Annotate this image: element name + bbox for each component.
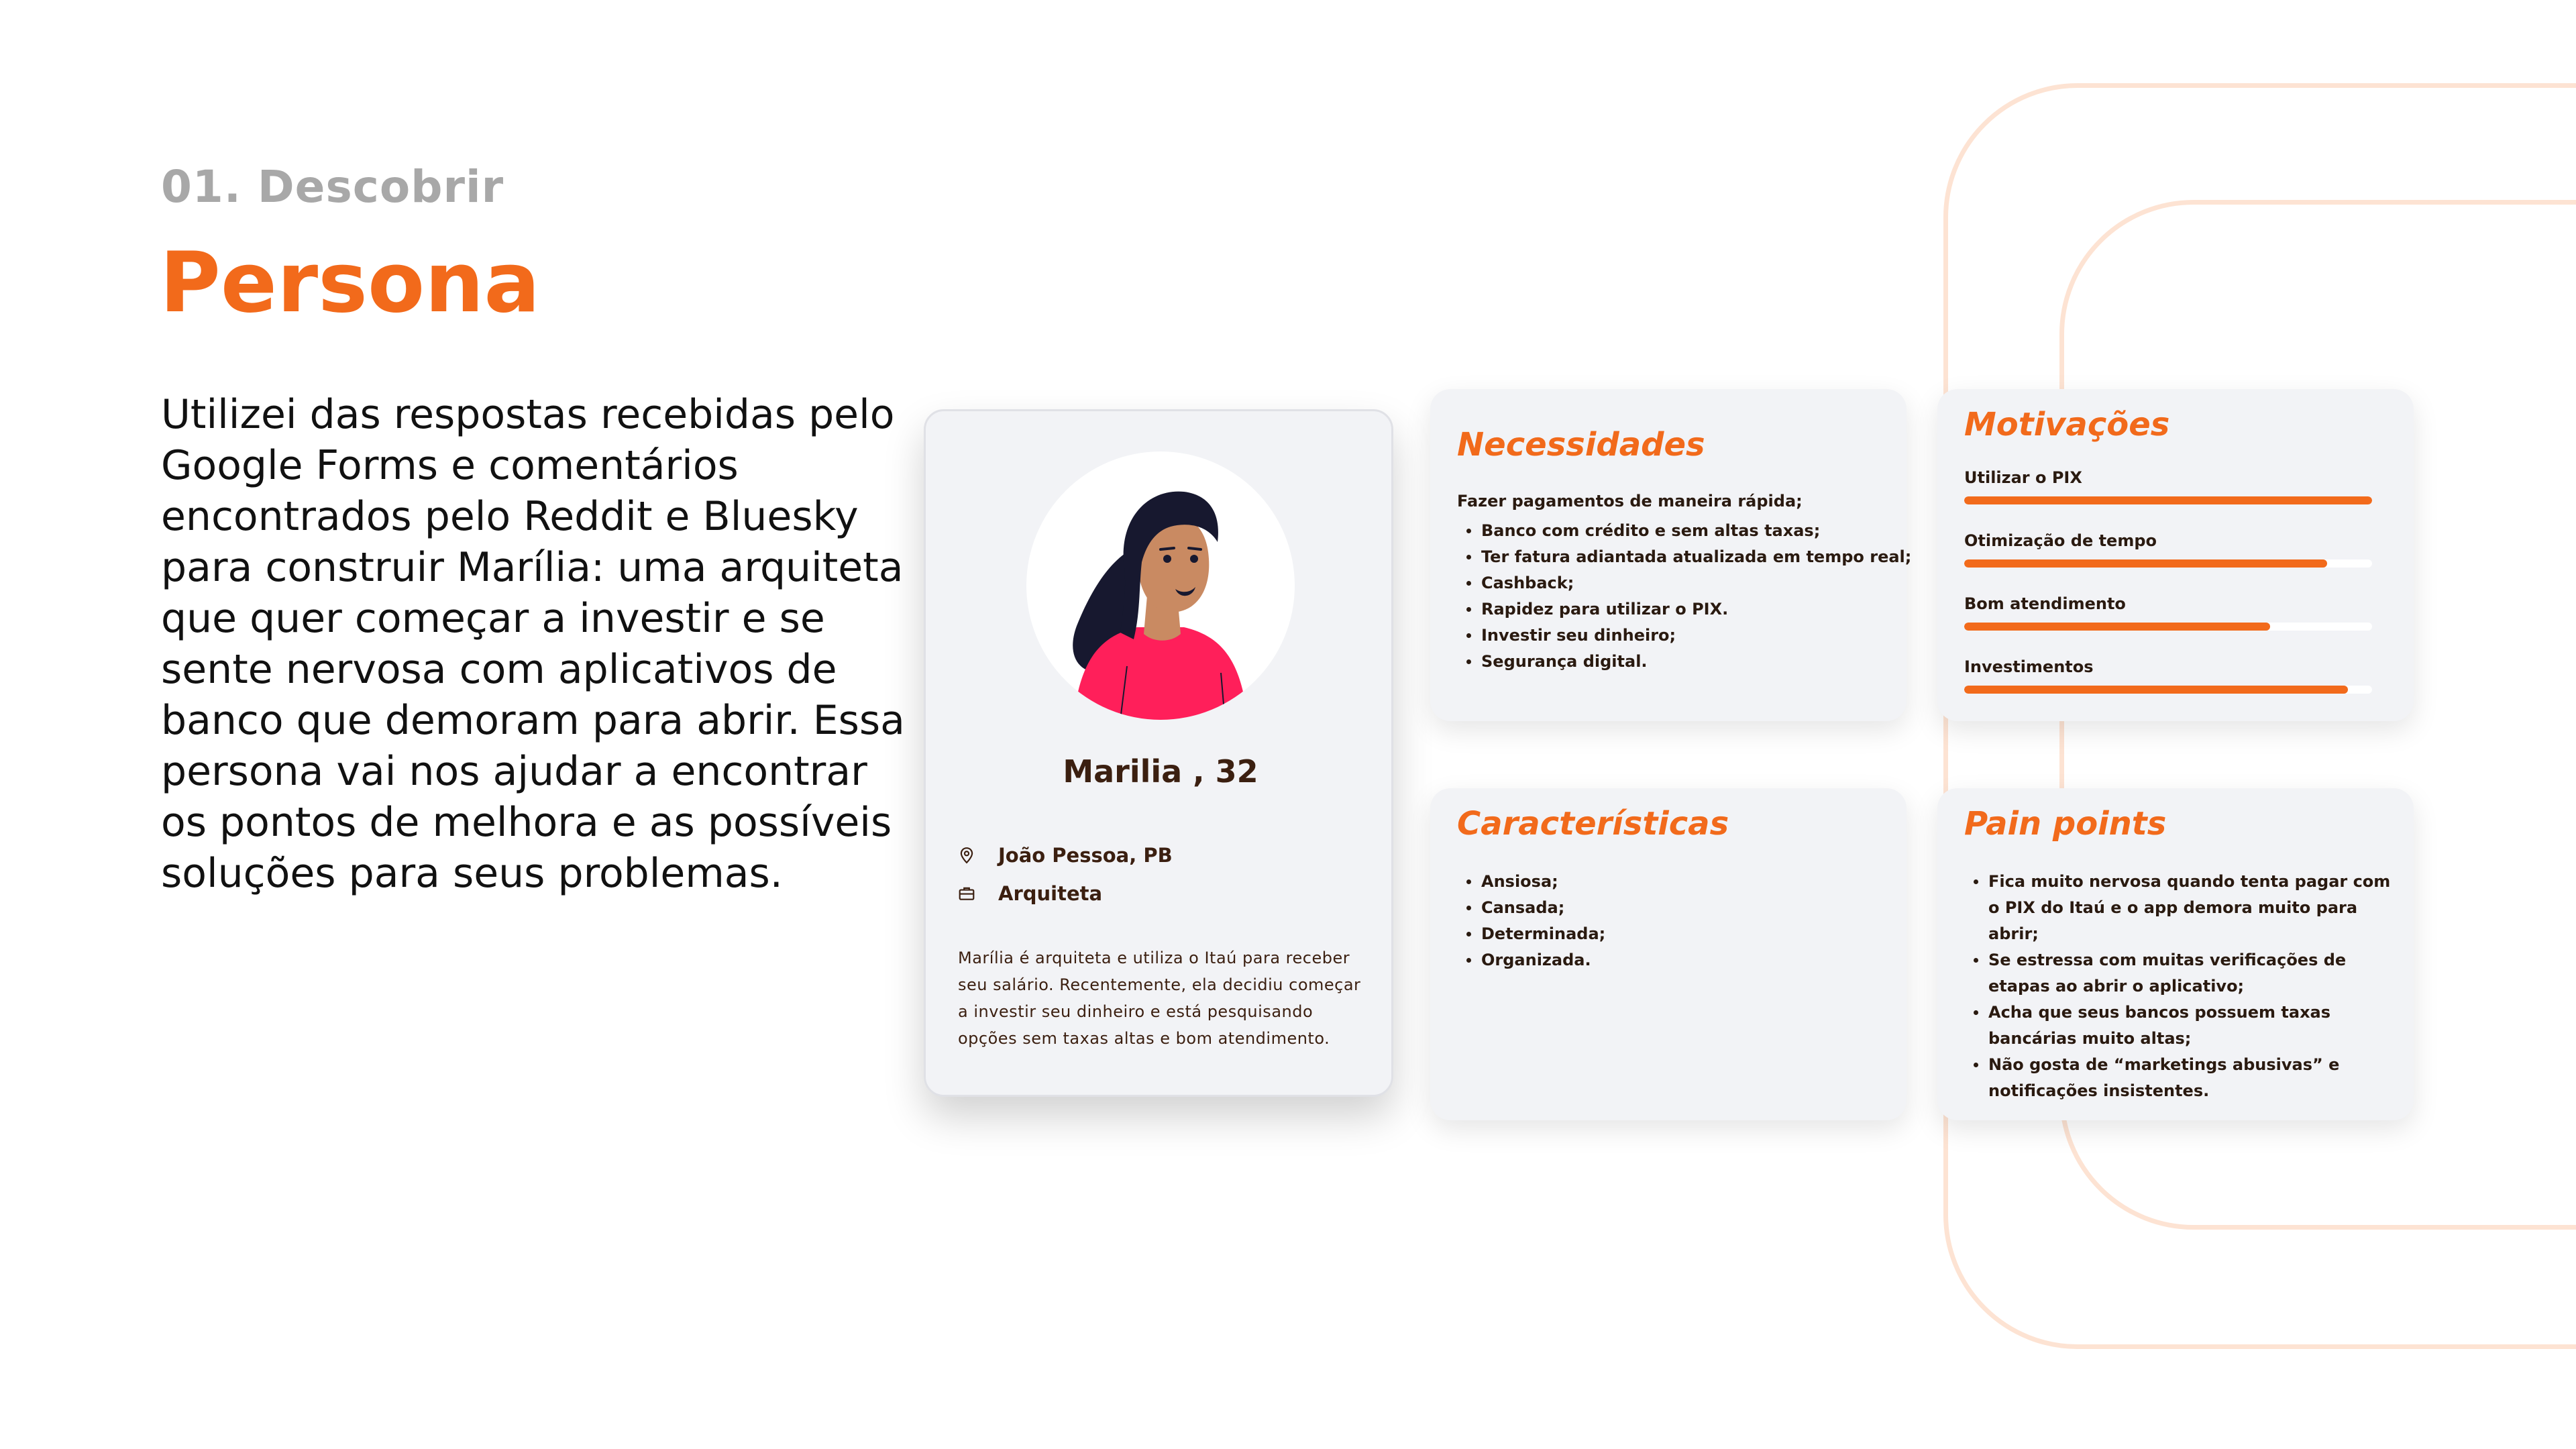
motivation-bar-track: [1964, 496, 2372, 504]
characteristics-title: Características: [1457, 805, 1729, 843]
needs-list: [1457, 518, 1911, 675]
job-text: Arquiteta: [998, 882, 1103, 905]
needs-title: Necessidades: [1457, 426, 1705, 464]
briefcase-icon: [958, 885, 975, 902]
motivation-item: [1964, 531, 2372, 568]
pain-points-title: Pain points: [1964, 805, 2167, 843]
persona-illustration-icon: [1026, 451, 1295, 720]
motivation-item: [1964, 657, 2372, 694]
motivation-item: [1964, 594, 2372, 631]
list-item: Investir seu dinheiro;: [1457, 623, 1911, 649]
pain-points-card: [1937, 788, 2414, 1120]
list-item: Ter fatura adiantada atualizada em tempo real;: [1457, 544, 1911, 570]
avatar: [1026, 451, 1295, 720]
characteristics-card: [1430, 788, 1907, 1120]
motivation-bar-fill: [1964, 496, 2372, 504]
list-item: Determinada;: [1457, 921, 1605, 947]
motivation-label: Bom atendimento: [1964, 594, 2126, 613]
list-item: Rapidez para utilizar o PIX.: [1457, 596, 1911, 623]
motivation-bar-fill: [1964, 686, 2348, 694]
list-item: Acha que seus bancos possuem taxas bancárias muito altas;: [1964, 1000, 2391, 1052]
motivation-bar-track: [1964, 559, 2372, 568]
list-item: Não gosta de “marketings abusivas” e notificações insistentes.: [1964, 1052, 2391, 1104]
motivation-label: Investimentos: [1964, 657, 2094, 676]
motivation-item: [1964, 468, 2372, 504]
page-title: Persona: [160, 235, 541, 331]
list-item: Se estressa com muitas verificações de etapas ao abrir o aplicativo;: [1964, 947, 2391, 1000]
motivation-bar-fill: [1964, 623, 2270, 631]
list-item: Fica muito nervosa quando tenta pagar com o PIX do Itaú e o app demora muito para abrir;: [1964, 869, 2391, 947]
needs-card: [1430, 389, 1912, 721]
motivation-bar-track: [1964, 623, 2372, 631]
characteristics-list: [1457, 869, 1605, 973]
motivation-bar-fill: [1964, 559, 2327, 568]
motivation-label: Otimização de tempo: [1964, 531, 2157, 550]
list-item: Organizada.: [1457, 947, 1605, 973]
list-item: Banco com crédito e sem altas taxas;: [1457, 518, 1911, 544]
section-eyebrow: 01. Descobrir: [161, 161, 504, 213]
location-pin-icon: [958, 847, 975, 864]
job-row: [958, 882, 1102, 905]
pain-points-list: [1964, 869, 2391, 1104]
location-row: [958, 844, 1173, 867]
motivations-title: Motivações: [1964, 406, 2170, 443]
persona-name: Marilia , 32: [1063, 753, 1258, 790]
location-text: João Pessoa, PB: [998, 844, 1173, 867]
persona-profile-card: [924, 409, 1393, 1097]
list-item: Cansada;: [1457, 895, 1605, 921]
persona-bio: Marília é arquiteta e utiliza o Itaú para receber seu salário. Recentemente, ela decidiu começar a investir seu dinheiro e está pesquisando opções sem taxas altas e bom atendimento.: [958, 949, 1361, 1048]
motivation-label: Utilizar o PIX: [1964, 468, 2082, 487]
intro-paragraph: Utilizei das respostas recebidas pelo Google Forms e comentários encontrados pelo Reddit e Bluesky para construir Marília: uma arquiteta que quer começar a investir e se sente nervosa com aplicativos de banco que demoram para abrir. Essa persona vai nos ajudar a encontrar os pontos de melhora e as possíveis soluções para seus problemas.: [161, 391, 905, 897]
motivation-bar-track: [1964, 686, 2372, 694]
list-item: Cashback;: [1457, 570, 1911, 596]
needs-intro: Fazer pagamentos de maneira rápida;: [1457, 492, 1803, 511]
motivations-card: [1937, 389, 2414, 721]
list-item: Ansiosa;: [1457, 869, 1605, 895]
list-item: Segurança digital.: [1457, 649, 1911, 675]
